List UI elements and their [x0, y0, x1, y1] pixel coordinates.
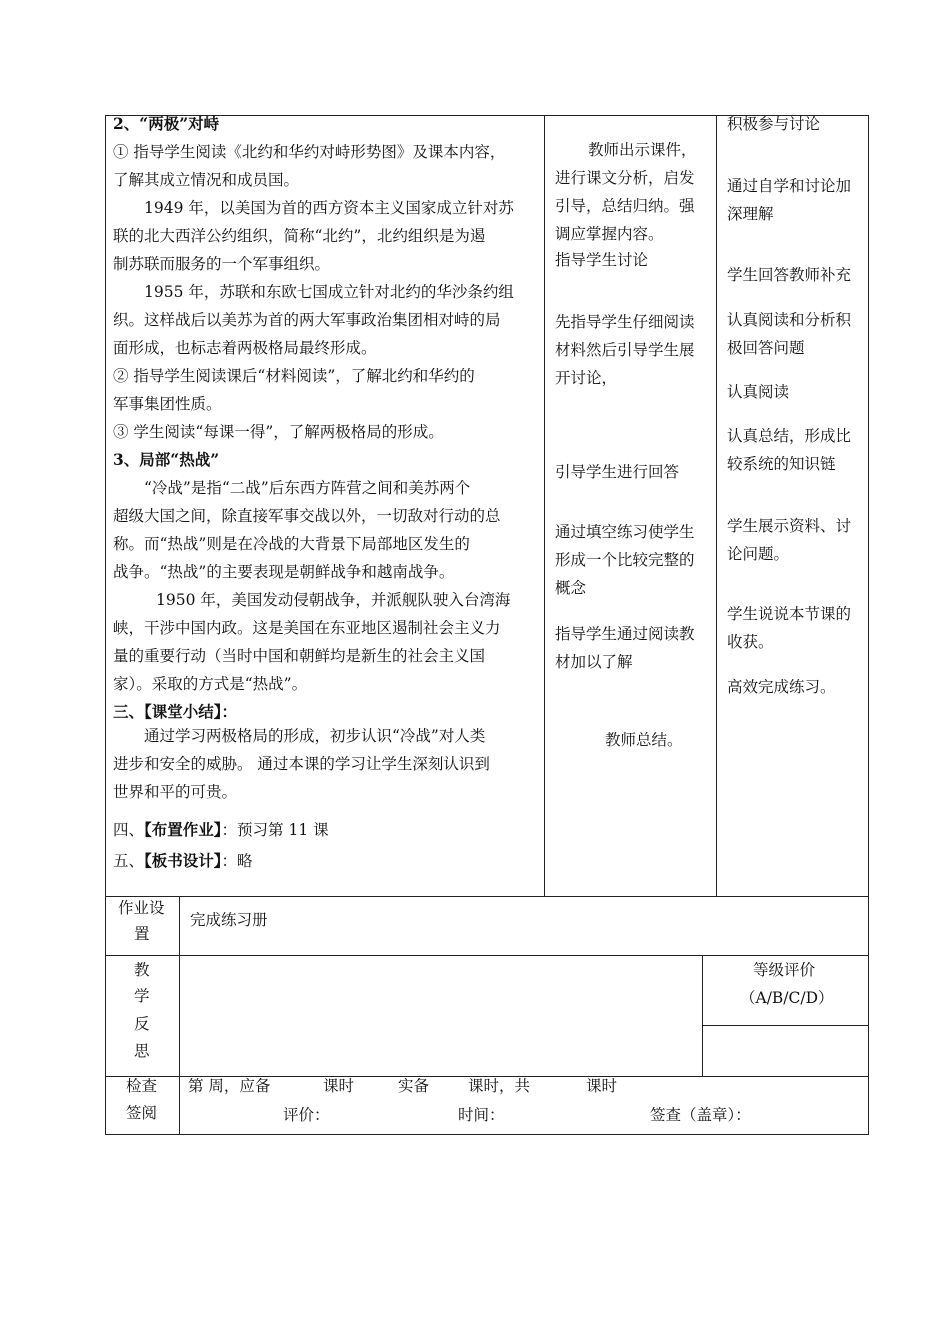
- paragraph-line: 织。这样战后以美苏为首的两大军事政治集团相对峙的局: [113, 311, 501, 329]
- paragraph-line: 超级大国之间，除直接军事交战以外，一切敌对行动的总: [113, 507, 501, 525]
- homework-label: 置: [134, 925, 150, 943]
- reflection-label: 反: [134, 1015, 150, 1033]
- table-left-border: [105, 115, 106, 1135]
- paragraph-line: 世界和平的可贵。: [113, 783, 238, 801]
- check-label: 检查: [126, 1077, 158, 1095]
- check-label: 签阅: [126, 1104, 158, 1122]
- teacher-activity: 概念: [555, 579, 587, 597]
- teacher-activity: 进行课文分析，启发: [555, 169, 695, 187]
- student-activity: 认真阅读: [727, 383, 790, 401]
- teacher-activity: 引导，总结归纳。强: [555, 197, 695, 215]
- teacher-activity: 材加以了解: [555, 653, 633, 671]
- section-heading-summary: 三、【课堂小结】：: [113, 702, 238, 721]
- paragraph-line: “冷战”是指“二战”后东西方阵营之间和美苏两个: [144, 479, 471, 497]
- paragraph-line: 通过学习两极格局的形成，初步认识“冷战”对人类: [144, 727, 486, 745]
- grade-scale: （A/B/C/D）: [740, 989, 834, 1007]
- paragraph-line: ② 指导学生阅读课后“材料阅读”，了解北约和华约的: [113, 367, 475, 385]
- student-activity: 较系统的知识链: [727, 455, 836, 473]
- column-divider-1: [544, 115, 545, 897]
- homework-content: 完成练习册: [190, 911, 268, 929]
- paragraph-line: ① 指导学生阅读《北约和华约对峙形势图》及课本内容，: [113, 143, 506, 161]
- label-column-divider: [179, 896, 180, 1135]
- student-activity: 通过自学和讨论加: [727, 177, 852, 195]
- teacher-activity: 开讨论，: [555, 369, 618, 387]
- check-actual-hours: 课时，共: [468, 1077, 531, 1095]
- student-activity: 极回答问题: [727, 339, 805, 357]
- check-evaluation: 评价：: [283, 1106, 330, 1124]
- grade-row-divider: [702, 1025, 869, 1026]
- paragraph-line: 家）。采取的方式是“热战”。: [113, 675, 308, 693]
- paragraph-line: 1949 年，以美国为首的西方资本主义国家成立针对苏: [144, 199, 514, 217]
- student-activity: 学生回答教师补充: [727, 266, 852, 284]
- student-activity: 深理解: [727, 205, 774, 223]
- grade-column-divider: [702, 955, 703, 1076]
- homework-assignment-line: 四、【布置作业】：预习第 11 课: [113, 820, 329, 839]
- reflection-label: 思: [134, 1042, 150, 1060]
- teacher-activity: 教师总结。: [605, 731, 683, 749]
- teacher-activity: 形成一个比较完整的: [555, 551, 695, 569]
- check-planned-hours: 课时: [323, 1077, 355, 1095]
- paragraph-line: 联的北大西洋公约组织，简称“北约”，北约组织是为遏: [113, 227, 486, 245]
- paragraph-line: 称。而“热战”则是在冷战的大背景下局部地区发生的: [113, 535, 470, 553]
- check-time: 时间：: [458, 1106, 505, 1124]
- teacher-activity: 引导学生进行回答: [555, 463, 680, 481]
- homework-label: 作业设: [118, 899, 165, 917]
- check-total-hours: 课时: [586, 1077, 618, 1095]
- paragraph-line: 了解其成立情况和成员国。: [113, 171, 300, 189]
- check-signature: 签查（盖章）：: [650, 1106, 751, 1124]
- teacher-activity: 先指导学生仔细阅读: [555, 313, 695, 331]
- teacher-activity: 指导学生讨论: [555, 251, 649, 269]
- paragraph-line: 面形成，也标志着两极格局最终形成。: [113, 339, 377, 357]
- paragraph-line: 1955 年，苏联和东欧七国成立针对北约的华沙条约组: [144, 283, 514, 301]
- row-divider-homework: [105, 896, 869, 897]
- student-activity: 高效完成练习。: [727, 678, 836, 696]
- teacher-activity: 调应掌握内容。: [555, 225, 664, 243]
- paragraph-line: 制苏联而服务的一个军事组织。: [113, 255, 331, 273]
- paragraph-line: 进步和安全的威胁。 通过本课的学习让学生深刻认识到: [113, 755, 490, 773]
- student-activity: 认真阅读和分析积: [727, 311, 852, 329]
- student-activity: 收获。: [727, 633, 774, 651]
- grade-label: 等级评价: [753, 961, 816, 979]
- student-activity: 论问题。: [727, 545, 790, 563]
- student-activity: 学生展示资料、讨: [727, 517, 852, 535]
- student-activity: 学生说说本节课的: [727, 605, 852, 623]
- check-actual: 实备: [398, 1077, 430, 1095]
- paragraph-line: 战争。“热战”的主要表现是朝鲜战争和越南战争。: [113, 563, 455, 581]
- reflection-label: 教: [134, 961, 150, 979]
- teacher-activity: 教师出示课件，: [588, 141, 697, 159]
- paragraph-line: 峡，干涉中国内政。这是美国在东亚地区遏制社会主义力: [113, 619, 501, 637]
- student-activity: 认真总结，形成比: [727, 427, 852, 445]
- paragraph-line: 1950 年，美国发动侵朝战争，并派舰队驶入台湾海: [156, 591, 511, 609]
- teacher-activity: 通过填空练习使学生: [555, 523, 695, 541]
- student-activity: 积极参与讨论: [727, 115, 821, 133]
- teacher-activity: 指导学生通过阅读教: [555, 625, 695, 643]
- paragraph-line: ③ 学生阅读“每课一得”，了解两极格局的形成。: [113, 423, 444, 441]
- section-heading-hot-war: 3、局部“热战”: [113, 450, 220, 469]
- section-heading-two-poles: 2、“两极”对峙: [113, 114, 220, 133]
- board-design-line: 五、【板书设计】：略: [113, 851, 253, 870]
- table-right-border: [868, 115, 869, 1135]
- table-bottom-border: [105, 1134, 869, 1135]
- reflection-label: 学: [134, 987, 150, 1005]
- paragraph-line: 军事集团性质。: [113, 395, 222, 413]
- column-divider-2: [716, 115, 717, 897]
- paragraph-line: 量的重要行动（当时中国和朝鲜均是新生的社会主义国: [113, 647, 486, 665]
- check-week: 第 周，应备: [188, 1077, 271, 1095]
- teacher-activity: 材料然后引导学生展: [555, 341, 695, 359]
